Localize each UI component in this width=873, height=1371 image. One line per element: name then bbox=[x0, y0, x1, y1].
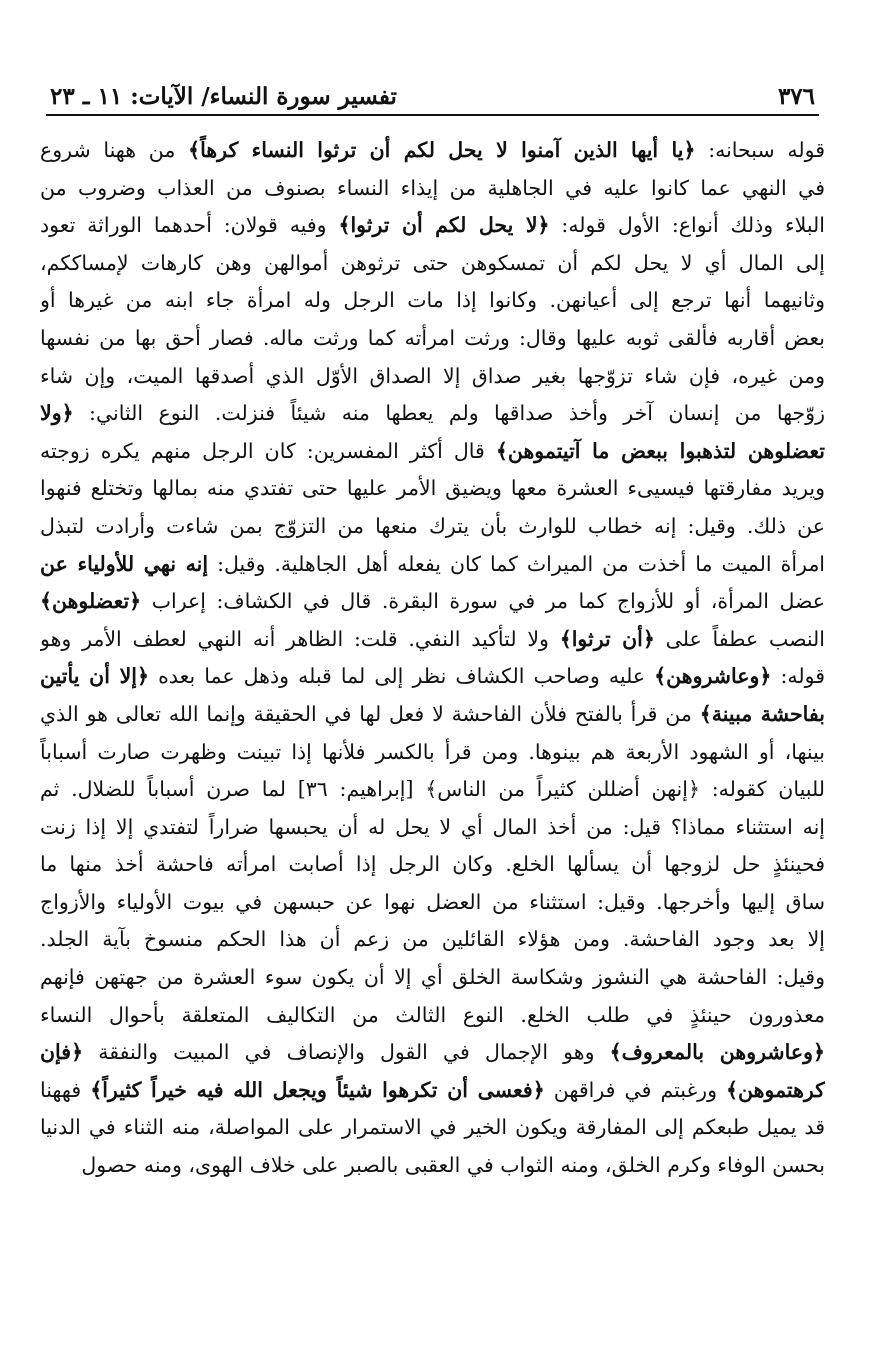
text-segment: للبيان كقوله: ﴿إنهن أضللن كثيراً من الناس﴾ [إبراهيم: ٣٦] لما صرن أسباباً للضلال. ثم bbox=[40, 777, 825, 802]
text-segment: النصب عطفاً على bbox=[654, 626, 825, 651]
text-line bbox=[40, 433, 825, 471]
page-header bbox=[40, 70, 825, 114]
text-segment: بينها، أو الشهود الأربعة هم بينوها. ومن قرأ بالكسر فلأنها إذا تبينت وظهرت صارت أسباباً bbox=[40, 739, 825, 764]
text-line bbox=[40, 809, 825, 847]
quran-quote: إنه نهي للأولياء عن bbox=[40, 551, 209, 576]
text-line bbox=[40, 959, 825, 997]
text-line bbox=[40, 658, 825, 696]
text-segment: عليه وصاحب الكشاف نظر إلى لما قبله وذهل عما بعده bbox=[149, 664, 655, 689]
quran-quote: كرهتموهن﴾ bbox=[726, 1077, 825, 1102]
text-line bbox=[40, 997, 825, 1035]
text-segment: ويريد مفارقتها فيسيىء العشرة معها ويضيق الأمر عليها حتى تفتدي منه بمالها وتختلع فنهوا bbox=[40, 476, 825, 501]
text-line bbox=[40, 1034, 825, 1072]
text-segment: قوله: bbox=[771, 664, 825, 689]
text-segment: من قرأ بالفتح فلأن الفاحشة لا فعل لها في الحقيقة وإنما الله تعالى هو الذي bbox=[40, 701, 700, 726]
text-segment: وهو الإجمال في القول والإنصاف في المبيت والنفقة bbox=[83, 1040, 610, 1065]
quran-quote: بفاحشة مبينة﴾ bbox=[699, 701, 825, 726]
text-line bbox=[40, 132, 825, 170]
text-segment: إنه استثناء مماذا؟ قيل: من أخذ المال أي لا يحل له أن يحبسها ضراراً لتفتدي إلا إذا زنت bbox=[40, 814, 825, 839]
header-rule bbox=[46, 114, 819, 116]
quran-quote: ﴿فعسى أن تكرهوا شيئاً ويجعل الله فيه خيراً كثيراً﴾ bbox=[90, 1077, 545, 1102]
text-line bbox=[40, 921, 825, 959]
text-line bbox=[40, 1109, 825, 1147]
running-title: تفسير سورة النساء/ الآيات: ١١ ـ ٢٣ bbox=[50, 83, 397, 110]
text-line bbox=[40, 320, 825, 358]
text-line bbox=[40, 1072, 825, 1110]
text-segment: ساق إليها وأخرجها. وقيل: استثناء من العضل نهوا عن حبسهن في بيوت الأولياء والأزواج bbox=[40, 889, 825, 914]
text-line bbox=[40, 207, 825, 245]
text-segment: بحسن الوفاء وكرم الخلق، ومنه الثواب في العقبى بالصبر على خلاف الهوى، ومنه حصول bbox=[81, 1153, 825, 1178]
text-line bbox=[40, 1147, 825, 1185]
text-segment: عضل المرأة، أو للأزواج كما مر في سورة البقرة. قال في الكشاف: إعراب bbox=[141, 589, 825, 614]
text-line bbox=[40, 470, 825, 508]
text-line bbox=[40, 734, 825, 772]
text-segment: وثانيهما أنها ترجع إلى أعيانهن. وكانوا إذا مات الرجل وله امرأة جاء ابنه من غيرها أو bbox=[40, 288, 825, 313]
quran-quote: ﴿وعاشروهن﴾ bbox=[654, 664, 772, 689]
text-line bbox=[40, 546, 825, 584]
text-segment: فههنا bbox=[40, 1077, 91, 1102]
text-segment: قال أكثر المفسرين: كان الرجل منهم يكره زوجته bbox=[40, 438, 496, 463]
text-segment: إلى المال أي لا يحل لكم أن تمسكوهن حتى ترثوهن أموالهن وهن كارهات لإمساككم، bbox=[40, 250, 825, 275]
text-segment: زوّجها من إنسان آخر وأخذ صداقها ولم يعطها منه شيئاً فنزلت. النوع الثاني: bbox=[73, 401, 825, 426]
text-line bbox=[40, 884, 825, 922]
quran-quote: ﴿يا أيها الذين آمنوا لا يحل لكم أن ترثوا النساء كرهاً﴾ bbox=[188, 138, 696, 162]
text-segment: قوله سبحانه: bbox=[695, 138, 825, 162]
text-line bbox=[40, 696, 825, 734]
page-number: ٣٧٦ bbox=[777, 83, 815, 110]
text-line bbox=[40, 771, 825, 809]
text-segment: بعض أقاربه فألقى ثوبه عليها وقال: ورثت امرأته كما ورثت ماله. فصار أحق بها من نفسها bbox=[40, 325, 825, 350]
quran-quote: ﴿لا يحل لكم أن ترثوا﴾ bbox=[338, 213, 550, 238]
text-line bbox=[40, 395, 825, 433]
text-line bbox=[40, 583, 825, 621]
quran-quote: ﴿وعاشروهن بالمعروف﴾ bbox=[609, 1040, 825, 1065]
text-line bbox=[40, 245, 825, 283]
text-line bbox=[40, 846, 825, 884]
text-segment: ورغبتم في فراقهن bbox=[544, 1077, 727, 1102]
text-segment: قد يميل طبعكم إلى المفارقة ويكون الخير في الاستمرار على المواصلة، منه الثناء في الدنيا bbox=[40, 1115, 825, 1140]
text-line bbox=[40, 621, 825, 659]
quran-quote: ﴿أن ترثوا﴾ bbox=[559, 626, 655, 651]
text-segment: معذورون حينئذٍ في طلب الخلع. النوع الثالث من التكاليف المتعلقة بأحوال النساء bbox=[40, 1002, 825, 1027]
text-segment: امرأة الميت ما أخذت من الميراث كما كان يفعله أهل الجاهلية. وقيل: bbox=[208, 551, 825, 576]
body-text bbox=[40, 132, 825, 1185]
text-line bbox=[40, 508, 825, 546]
text-segment: إلا بعد وجود الفاحشة. ومن هؤلاء القائلين من زعم أن هذا الحكم منسوخ بآية الجلد. bbox=[40, 927, 825, 952]
text-line bbox=[40, 358, 825, 396]
text-segment: وقيل: الفاحشة هي النشوز وشكاسة الخلق أي إلا أن يكون سوء العشرة من جهتهن فإنهم bbox=[40, 965, 825, 990]
text-segment: في النهي عما كانوا عليه في الجاهلية من إيذاء النساء بصنوف من العذاب وضروب من bbox=[40, 175, 825, 200]
quran-quote: ﴿إلا أن يأتين bbox=[40, 664, 149, 689]
text-segment: فحينئذٍ حل لزوجها أن يسألها الخلع. وكان الرجل إذا أصابت امرأته فاحشة أخذ منها ما bbox=[40, 852, 825, 877]
quran-quote: ﴿ولا bbox=[40, 401, 74, 426]
text-line bbox=[40, 170, 825, 208]
text-segment: وفيه قولان: أحدهما الوراثة تعود bbox=[40, 213, 339, 238]
quran-quote: ﴿فإن bbox=[40, 1040, 84, 1065]
text-line bbox=[40, 282, 825, 320]
quran-quote: ﴿تعضلوهن﴾ bbox=[40, 589, 142, 614]
quran-quote: تعضلوهن لتذهبوا ببعض ما آتيتموهن﴾ bbox=[495, 438, 825, 463]
text-segment: عن ذلك. وقيل: إنه خطاب للوارث بأن يترك منعها من التزوّج بمن شاءت وأرادت لتبذل bbox=[40, 513, 825, 538]
text-segment: ومن غيره، فإن شاء تزوّجها بغير صداق إلا الصداق الأوّل الذي أصدقها الميت، وإن شاء bbox=[40, 363, 825, 388]
text-segment: ولا لتأكيد النفي. قلت: الظاهر أنه النهي لعطف الأمر وهو bbox=[40, 626, 560, 651]
text-segment: من ههنا شروع bbox=[40, 138, 189, 162]
text-segment: البلاء وذلك أنواع: الأول قوله: bbox=[549, 213, 825, 238]
